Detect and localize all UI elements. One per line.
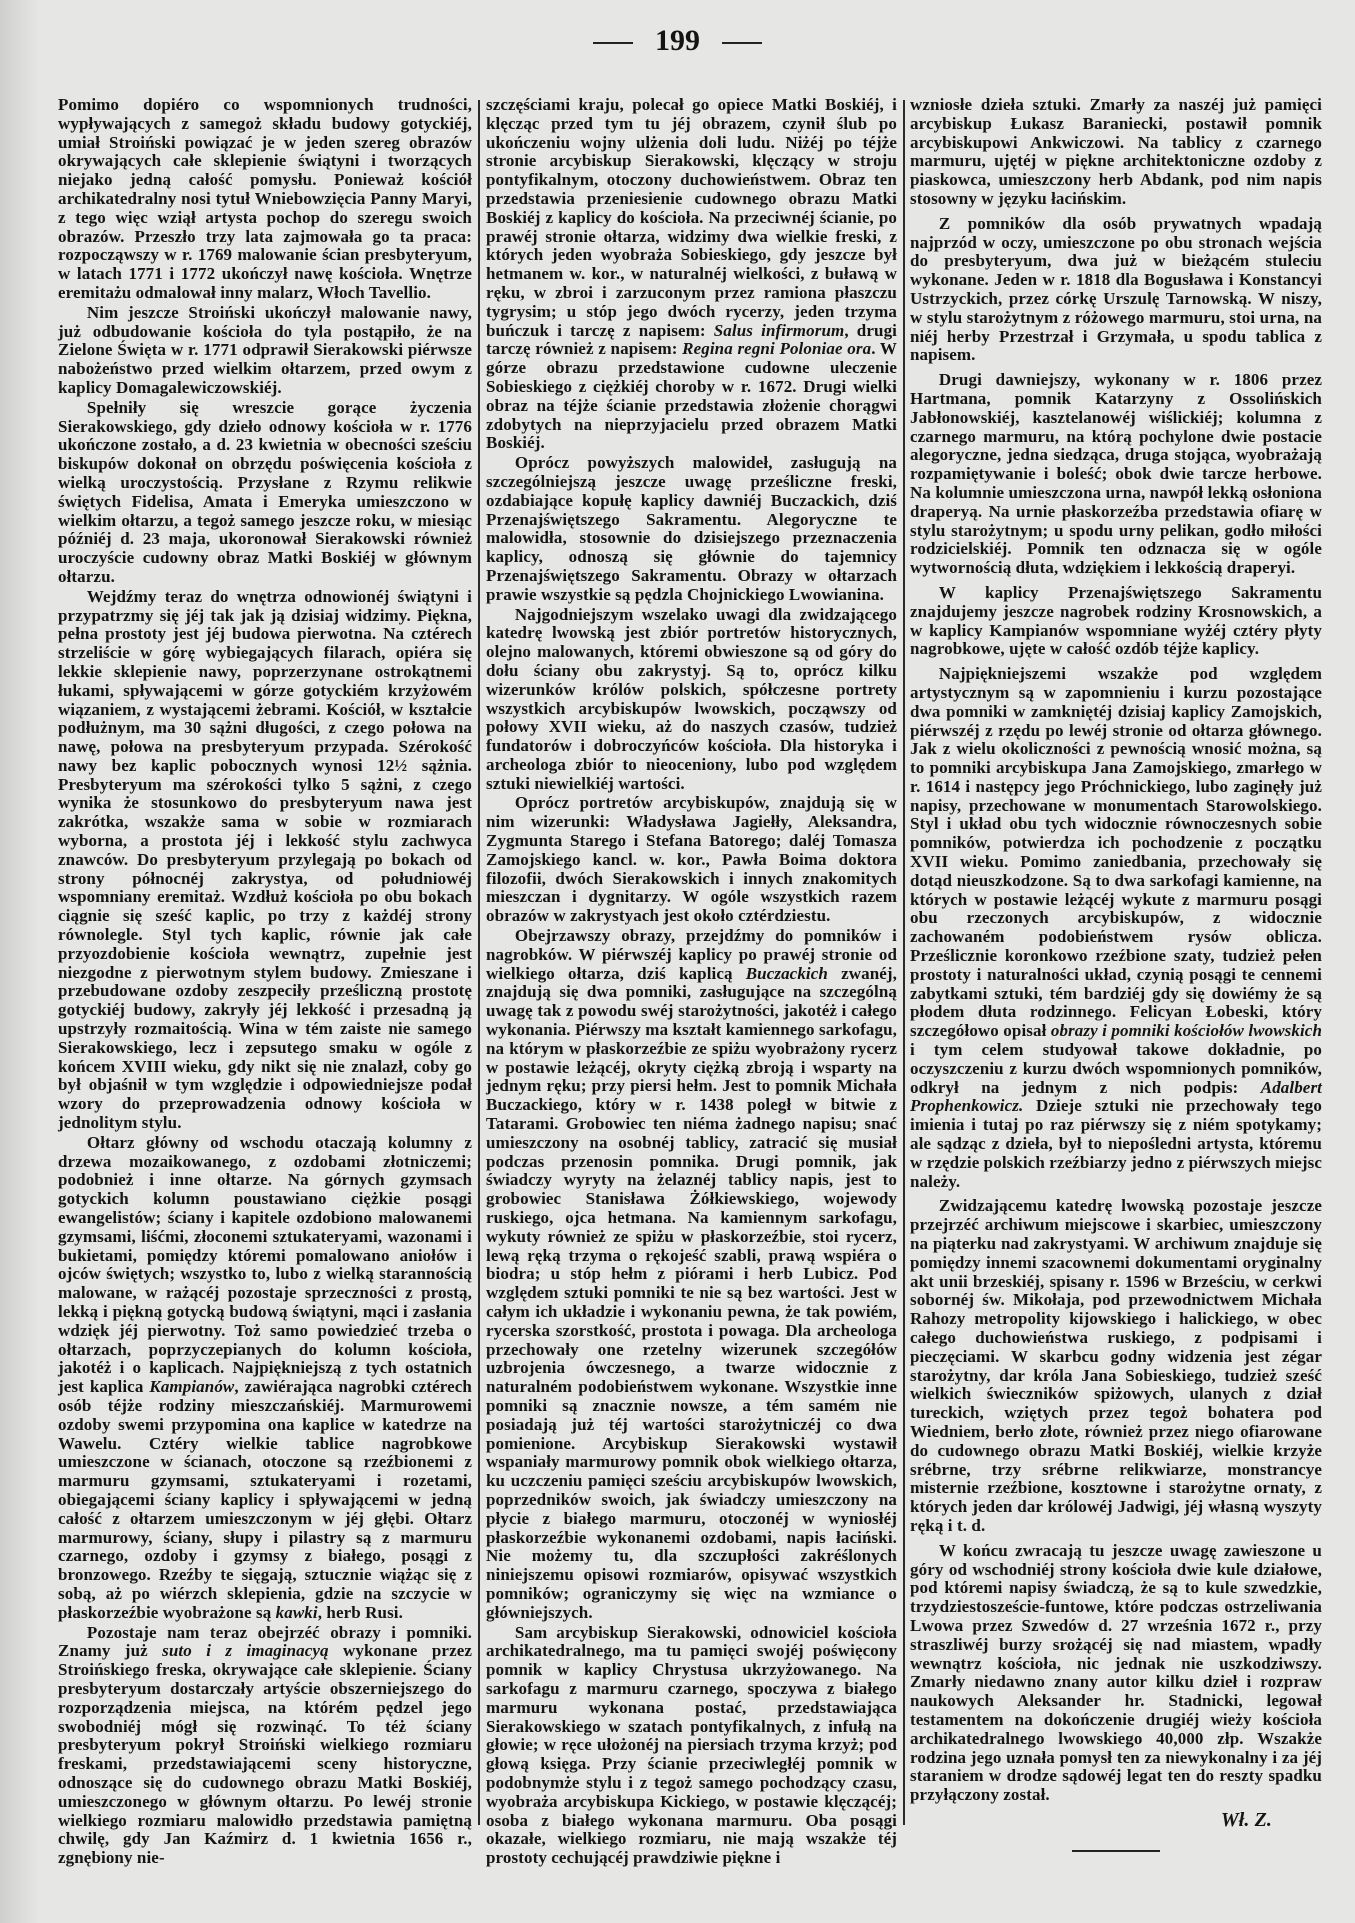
text-run: , herb Rusi.	[317, 1602, 403, 1622]
paragraph	[910, 215, 1322, 365]
italic-text: Kampianów	[149, 1377, 235, 1397]
paragraph	[58, 304, 472, 398]
italic-text: Regina regni Poloniae ora	[682, 339, 872, 359]
column-divider	[478, 100, 480, 1825]
text-run: Najpiękniejszemi wszakże pod względem artystycznym są w zapomnieniu i kurzu pozostające dwa pomniki w zamkniętéj dzisiaj kaplicy Zamojskich, piérwszéj z rzędu po lewéj stronie od ołtarza głównego. Jak z wielu okoliczności z pewnością wnosić można, są to pomniki arcybiskupa Jana Zamojskiego, zmarłego w r. 1614 i następcy jego Próchnickiego, lubo zaginęły już napisy, przechowane w monumentach Starowolskiego. Styl i układ obu tych widocznie równoczesnych sobie pomników, potwierdza ich pochodzenie z początku XVII wieku. Pomimo zaniedbania, przechowały się dotąd nieuszkodzone. Są to dwa sarkofagi kamienne, na których w postawie leżącéj wykute z marmuru posągi obu rzeczonych arcybiskupów, z widocznie zachowaném podobieństwem rysów oblicza. Prześlicznie koronkowo rzeźbione szaty, tudzież pełen prostoty i naturalności układ, czynią posągi te cennemi zabytkami sztuki, tém bardziéj gdy się dowiémy że są płodem dłuta rodzinnego. Felicyan Łobeski, który szczegółowo opisał	[910, 664, 1322, 1041]
paragraph	[910, 371, 1322, 578]
page-number: 199	[655, 24, 700, 57]
text-run: Sam arcybiskup Sierakowski, odnowiciel kościoła archikatedralnego, ma tu pamięci swojéj poświęcony pomnik w kaplicy Chrystusa ukrzyżowanego. Na sarkofagu z marmuru czarnego, spoczywa z białego marmuru wykonana postać, przedstawiająca Sierakowskiego w szatach pontyfikalnych, z infułą na głowie; w ręce ułożonéj na piersiach trzyma krzyż; pod głową księga. Przy ścianie przeciwległéj pomnik w podobnymże stylu i z tegoż samego pochodzący czasu, wyobraża arcybiskupa Kickiego, w postawie klęczącéj; osoba z białego wykonana marmuru. Oba posągi okazałe, wielkiego rozmiaru, nie mają wszakże téj prostoty cechującéj prawdziwie piękne i	[486, 1622, 897, 1868]
column-1	[58, 96, 472, 1869]
text-run: , zawiérająca nagrobki cztérech osób téjże rodziny mieszczańskiéj. Marmurowemi ozdoby swemi przypomina ona kaplice w katedrze na Wawelu. Cztéry wielkie tablice nagrobkowe umieszczone w ścianach, otoczone są rzeźbionemi z marmuru gzymsami, sztukateryami i rozetami, obiegającemi ściany kaplicy i spływającemi w jedną całość z ołtarzem umieszczonym w jéj głębi. Ołtarz marmurowy, ściany, słupy i pilastry są z marmuru czarnego, ozdoby i gzymsy z białego, posągi z bronzowego. Rzeźby te sięgają, sztucznie wiążąc się z sobą, aż po wiérzch sklepienia, gdzie na szczycie w płaskorzeźbie wyobrażone są	[58, 1377, 472, 1622]
column-divider	[903, 100, 905, 1825]
paragraph	[486, 454, 897, 604]
paragraph	[910, 1542, 1322, 1805]
paragraph	[58, 588, 472, 1133]
paragraph	[486, 794, 897, 926]
header-rule-left	[593, 42, 633, 44]
paragraph	[910, 1197, 1322, 1535]
text-run: Spełniły się wreszcie gorące życzenia Sierakowskiego, gdy dzieło odnowy kościoła w r. 1776 ukończone zostało, a d. 23 kwietnia w obecności sześciu biskupów dokonał on obrzędu poświęcenia kościoła z wielką uroczystością. Przysłane z Rzymu relikwie świętych Fidelisa, Amata i Emeryka umieszczono w wielkim ołtarzu, a tegoż samego jeszcze roku, w miesiąc późniéj d. 23 maja, ukoronował Sierakowski również uroczyście cudowny obraz Matki Boskiéj w głównym ołtarzu.	[58, 397, 472, 586]
paragraph	[910, 665, 1322, 1191]
text-run: Pomimo dopiéro co wspomnionych trudności, wypływających z samegoż składu budowy gotyckiéj, umiał Stroiński powiązać je w jeden szereg obrazów okrywających całe sklepienie świątyni i tworzących niejako jedną całość pomysłu. Ponieważ kościół archikatedralny nosi tytuł Wniebowzięcia Panny Maryi, z tego więc wziął artysta pochop do szeregu swoich obrazów. Przeszło trzy lata zajmowała go ta praca: rozpocząwszy w r. 1769 malowanie ścian presbyteryum, w latach 1771 i 1772 ukończył nawę kościoła. Wnętrze eremitażu odmalował inny malarz, Włoch Tavellio.	[58, 95, 472, 302]
text-run: Ołtarz główny od wschodu otaczają kolumny z drzewa mozaikowanego, z ozdobami złotniczemi; podobnież i inne ołtarze. Na górnych gzymsach gotyckich kolumn poustawiano ciężkie posągi ewangelistów; ściany i kapitele ozdobiono malowanemi gzymsami, liśćmi, złoconemi sztukateryami, wazonami i bukietami, pomiędzy któremi pomalowano aniołów i ojców świętych; wszystko to, lubo z wielką starannością malowane, w rażącéj pozostaje sprzeczności z prostą, lekką i piękną gotycką budową świątyni, mąci i zasłania wdzięk jéj pierwotny. Toż samo powiedzieć trzeba o ołtarzach, poprzyczepianych do kolumn kościoła, jakotéż i o kaplicach. Najpiękniejszą z tych ostatnich jest kaplica	[58, 1132, 472, 1397]
text-run: Oprócz powyższych malowideł, zasługują na szczególniejszą jeszcze uwagę prześliczne freski, ozdabiające kopułę kaplicy dawniéj Buczackich, dziś Przenajświętszego Sakramentu. Alegoryczne te malowidła, stosownie do dzisiejszego przeznaczenia kaplicy, odnoszą się głównie do tajemnicy Przenajświętszego Sakramentu. Obrazy w ołtarzach prawie wszystkie są pędzla Chojnickiego Lwowianina.	[486, 453, 897, 604]
header-rule-right	[722, 42, 762, 44]
end-rule	[1072, 1850, 1160, 1852]
italic-text: Salus infirmorum	[713, 320, 845, 340]
author-signature: Wł. Z.	[1220, 1808, 1272, 1831]
page-number-header	[0, 24, 1355, 58]
text-run: Drugi dawniejszy, wykonany w r. 1806 przez Hartmana, pomnik Katarzyny z Ossolińskich Jabłonowskiéj, kasztelanowéj wiślickiéj; kolumna z czarnego marmuru, na którą pochylone dwie postacie alegoryczne, jedna siedząca, druga stojąca, wyobrażają rozpamiętywanie i boleść; obok dwie tarcze herbowe. Na kolumnie umieszczona urna, nawpół lekką osłoniona draperyą. Na urnie płaskorzeźba przedstawia ofiarę w stylu starożytnym; u spodu urny pelikan, godło miłości rodzicielskiéj. Pomnik ten odznacza się w ogóle wytwornością dłuta, wdziękiem i lekkością draperyi.	[910, 370, 1322, 578]
text-run: W końcu zwracają tu jeszcze uwagę zawieszone u góry od wschodniéj strony kościoła dwie kule działowe, pod któremi napisy świadczą, że są to kule szwedzkie, trzydziestoszeście-funtowe, które podczas ostrzeliwania Lwowa przez Szwedów d. 27 września 1672 r., przy straszliwéj burzy srożącéj się nad miastem, wpadły wewnątrz kościoła, nic jednak nie uszkodziwszy. Zmarły niedawno znany autor kilku dzieł i rozpraw naukowych Aleksander hr. Stadnicki, legował testamentem na dokończenie drugiéj wieży kościoła archikatedralnego lwowskiego 40,000 złp. Wszakże rodzina jego uznała pomysł ten za niewykonalny i za jéj staraniem w drodze sądowéj legat ten do reszty spadku przyłączony został.	[910, 1540, 1322, 1805]
text-run: Oprócz portretów arcybiskupów, znajdują się w nim wizerunki: Władysława Jagiełły, Aleksandra, Zygmunta Starego i Stefana Batorego; daléj Tomasza Zamojskiego kancl. w. kor., Pawła Boima doktora filozofii, dwóch Sierakowskich i innych znakomitych mieszczan i dygnitarzy. W ogóle wszystkich razem obrazów w zakrystyach jest około cztérdziestu.	[486, 793, 897, 926]
text-run: wzniosłe dzieła sztuki. Zmarły za naszéj już pamięci arcybiskup Łukasz Baraniecki, postawił pomnik arcybiskupowi Ankwiczowi. Na tablicy z czarnego marmuru, ujętéj w piękne architektoniczne ozdoby z piaskowca, umieszczony herb Abdank, pod nim napis stosowny w języku łacińskim.	[910, 95, 1322, 208]
text-run: Dzieje sztuki nie przechowały tego imienia i tutaj po raz piérwszy się z niém spotykamy; ale sądząc z dzieła, był to niepośledni artysta, któremu w rzędzie polskich rzeźbiarzy jedno z piérwszych miejsc należy.	[910, 1096, 1322, 1191]
paragraph	[58, 96, 472, 303]
text-run: Z pomników dla osób prywatnych wpadają najprzód w oczy, umieszczone po obu stronach wejścia do presbyteryum, dwa już w bieżącém stuleciu wykonane. Jeden w r. 1818 dla Bogusława i Konstancyi Ustrzyckich, przez córkę Urszulę Tarnowską. W niszy, w stylu starożytnym z różowego marmuru, stoi urna, na niéj herby Przestrzał i Grzymała, u spodu tablica z napisem.	[910, 213, 1322, 365]
column-3	[910, 96, 1322, 1852]
paragraph	[58, 1624, 472, 1868]
paragraph	[486, 96, 897, 453]
page-edge-shadow	[0, 0, 40, 1923]
text-run: Zwidzającemu katedrę lwowską pozostaje jeszcze przejrzéć archiwum miejscowe i skarbiec, umieszczony na piąterku nad zakrystyami. W archiwum znajduje się pomiędzy innemi szacownemi dokumentami oryginalny akt unii brzeskiéj, spisany r. 1596 w Brześciu, w cerkwi sobornéj św. Mikołaja, pod przewodnictwem Michała Rahozy metropolity kijowskiego i halickiego, w obec całego duchowieństwa ruskiego, z podpisami i pieczęciami. W skarbcu godny widzenia jest zégar starożytny, dar króla Jana Sobieskiego, tudzież sześć wielkich świeczników spiżowych, ulanych z dział tureckich, wziętych przez tegoż bohatera pod Wiedniem, berło złote, również przez niego ofiarowane do cudownego obrazu Matki Boskiéj, wielkie krzyże srébrne, trzy srébrne relikwiarze, monstrancye misternie rzeźbione, kosztowne i starożytne ornaty, z których jeden dar królowéj Jadwigi, jéj własną wyszyty ręką i t. d.	[910, 1196, 1322, 1535]
text-run: Obejrzawszy obrazy, przejdźmy do pomników i nagrobków. W piérwszéj kaplicy po prawéj stronie od wielkiego ołtarza, dziś kaplicą	[486, 926, 897, 983]
paragraph	[910, 584, 1322, 659]
paragraph	[486, 606, 897, 794]
text-run: Nim jeszcze Stroiński ukończył malowanie nawy, już odbudowanie kościoła do tyla postąpiło, że na Zielone Święta w r. 1771 odprawił Sierakowski piérwsze nabożeństwo przed wielkim ołtarzem, przed owym z kaplicy Domagalewiczowskiéj.	[58, 302, 472, 397]
italic-text: kawki	[275, 1602, 318, 1622]
italic-text: suto i z imaginacyą	[162, 1641, 329, 1661]
italic-text: Buczackich	[745, 963, 828, 983]
paragraph	[486, 927, 897, 1622]
text-run: Pozostaje nam teraz obejrzéć obrazy i pomniki. Znamy już	[58, 1622, 472, 1661]
text-run: i tym celem studyował takowe dokładnie, po oczyszczeniu z kurzu dwóch wspomnionych pomników, odkrył na jednym z nich podpis:	[910, 1040, 1322, 1097]
text-run: wykonane przez Stroińskiego freska, okrywające całe sklepienie. Ściany presbyteryum dostarczały artyście obszerniejszego do rozporządzenia miejsca, na którém pędzel jego swobodniéj mógł się rozwinąć. To téż ściany presbyteryum pokrył Stroiński wielkiego rozmiaru freskami, przedstawiającemi sceny historyczne, odnoszące się do cudownego obrazu Matki Boskiéj, umieszczonego w głównym ołtarzu. Po lewéj stronie wielkiego rozmiaru malowidło przedstawia pamiętną chwilę, gdy Jan Kaźmirz d. 1 kwietnia 1656 r., zgnębiony nie-	[58, 1641, 473, 1868]
paragraph	[910, 96, 1322, 209]
column-2	[486, 96, 897, 1869]
text-run: Najgodniejszym wszelako uwagi dla zwidzającego katedrę lwowską jest zbiór portretów historycznych, olejno malowanych, któremi obwieszone są od góry do dołu ściany obu zakrystyj. Są to, oprócz kilku wizerunków królów polskich, spółczesne portrety wszystkich arcybiskupów lwowskich, począwszy od połowy XVII wieku, aż do naszych czasów, tudzież fundatorów i dobroczyńców kościoła. Dla historyka i archeologa zbiór to nieoceniony, lubo pod względem sztuki niewielkiéj wartości.	[486, 604, 897, 793]
text-run: W kaplicy Przenajświętszego Sakramentu znajdujemy jeszcze nagrobek rodziny Krosnowskich, a w kaplicy Kampianów wspomniane wyżéj cztéry płyty nagrobkowe, ujęte w całość ozdób téjże kaplicy.	[910, 582, 1322, 659]
text-run: zwanéj, znajdują się dwa pomniki, zasługujące na szczególną uwagę tak z powodu swéj starożytności, jakotéż i całego wykonania. Piérwszy ma kształt kamiennego sarkofagu, na którym w płaskorzeźbie ze spiżu wyobrażony rycerz w postawie leżącéj, okryty ciężką zbroją i wsparty na jednym ręku; przy piersi hełm. Jest to pomnik Michała Buczackiego, który w r. 1438 poległ w bitwie z Tatarami. Grobowiec ten niéma żadnego napisu; snać umieszczony na osobnéj tablicy, zatracić się musiał podczas przenosin pomnika. Drugi pomnik, jak świadczy wyryty na żelaznéj tablicy napis, jest to grobowiec Stanisława Żółkiewskiego, wojewody ruskiego, ojca hetmana. Na kamiennym sarkofagu, wykuty również ze spiżu w płaskorzeźbie, stoi rycerz, lewą ręką trzyma o rękojeść szabli, prawą wspiéra o biodra; u stóp hełm z piórami i herb Lubicz. Pod względem sztuki pomniki te nie są bez wartości. Jest w całym ich układzie i wykonaniu pewna, że tak powiém, rycerska szorstkość, prostota i powaga. Dla archeologa przechowały one rzetelny wizerunek szczegółów uzbrojenia ówczesnego, a twarze widocznie z naturalném podobieństwem wykonane. Wszystkie inne pomniki są znacznie nowsze, a tém samém nie posiadają już téj wartości starożytniczéj co dwa pomienione. Arcybiskup Sierakowski wystawił wspaniały marmurowy pomnik obok wielkiego ołtarza, ku uczczeniu pamięci sześciu arcybiskupów lwowskich, poprzedników swoich, jak świadczy umieszczony na płycie z białego marmuru, otoczonéj w wyniosłéj płaskorzeźbie wykonanemi ozdobami, napis łaciński. Nie możemy tu, dla szczupłości zakréślonych niniejszemu opisowi rozmiarów, opisywać wszystkich pomników; ograniczymy się więc na wzmiance o główniejszych.	[486, 963, 897, 1622]
paragraph	[486, 1624, 897, 1868]
text-run: Wejdźmy teraz do wnętrza odnowionéj świątyni i przypatrzmy się jéj tak jak ją dzisiaj widzimy. Piękna, pełna prostoty jest jéj budowa pierwotna. Na cztérech strzeliście w górę wybiegających filarach, opiéra się lekkie sklepienie nawy, poprzerzynane ostrokątnemi łukami, spływającemi w górze gotyckiém krzyżowém wiązaniem, z wystającemi żebrami. Kościół, w kształcie podłużnym, ma 30 sążni długości, z czego połowa na nawę, połowa na presbyteryum przypada. Szérokość nawy bez kaplic pobocznych wynosi 12½ sążnia. Presbyteryum ma szérokości tylko 5 sążni, z czego wynika że stosunkowo do presbyteryum nawa jest zakrótka, wszakże sama w sobie w rozmiarach wyborna, a prostota jéj i lekkość stylu zachwyca znawców. Do presbyteryum przylegają po bokach od strony północnéj zakrystya, od południowéj wspomniany eremitaż. Wzdłuż kościoła po obu bokach ciągnie się sześć kaplic, po trzy z każdéj strony równolegle. Styl tych kaplic, równie jak całe przyozdobienie kościoła wewnątrz, zupełnie jest niezgodne z pierwotnym stylem budowy. Zmieszane i przebudowane ozdoby zeszpeciły prześliczną prostotę gotyckiéj budowy, zakryły jéj lekkość i przesadną ją upstrzyły rozmaitością. Wina w tém zaiste nie samego Sierakowskiego, lecz i zepsutego smaku w ogóle z końcem XVIII wieku, gdy nikt się nie znalazł, coby go był objaśnił w tym względzie i odpowiedniejsze podał wzory do przeprowadzenia odnowy kościoła w jednolitym stylu.	[58, 586, 472, 1133]
text-run: , drugi tarczę również z napisem:	[486, 320, 897, 359]
paragraph	[58, 399, 472, 587]
italic-text: Adalbert Prophenkowicz.	[910, 1077, 1322, 1116]
paragraph	[58, 1134, 472, 1623]
text-run: szczęściami kraju, polecał go opiece Matki Boskiéj, i klęcząc przed tym tu jéj obrazem, czynił ślub po ukończeniu wojny ulżenia doli ludu. Niżéj po téjże stronie arcybiskup Sierakowski, klęczący w stroju pontyfikalnym, otoczony duchowieństwem. Obraz ten przedstawia przeniesienie cudownego obrazu Matki Boskiéj z kaplicy do kościoła. Na przeciwnéj ścianie, po prawéj stronie ołtarza, widzimy dwa wielkie freski, z których jeden wyobraża Sobieskiego, gdy jeszcze był hetmanem w. kor., w naturalnéj wielkości, z buławą w ręku, w zbroi i zarzuconym przez ramiona płaszczu tygrysim; u stóp jego dwóch rycerzy, jeden trzyma buńczuk i tarczę z napisem:	[486, 95, 897, 340]
text-run: . W górze obrazu przedstawione cudowne uleczenie Sobieskiego z ciężkiéj choroby w r. 1672. Drugi wielki obraz na téjże ścianie przedstawia złożenie chorągwi zdobytych na nieprzyjacielu przed obrazem Matki Boskiéj.	[486, 339, 897, 453]
italic-text: obrazy i pomniki kościołów lwowskich	[1050, 1021, 1322, 1041]
